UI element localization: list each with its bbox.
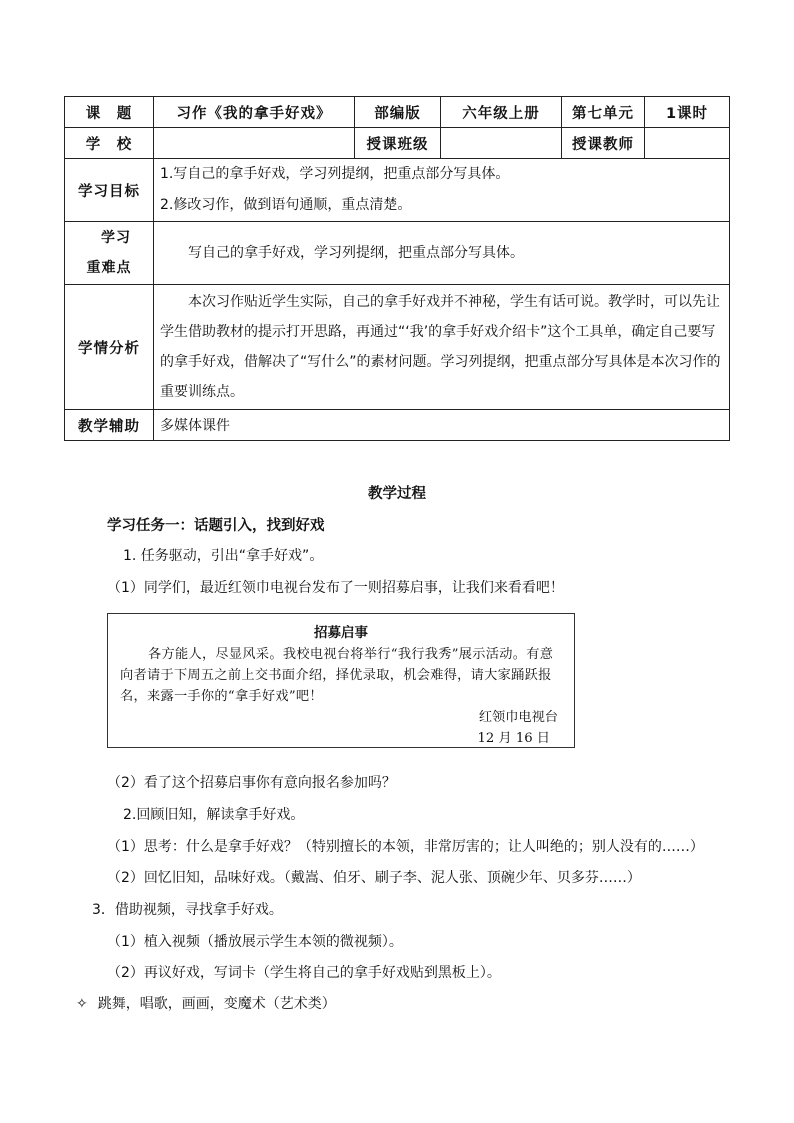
grade-cell: 六年级上册 (441, 97, 562, 128)
recruitment-notice-box (107, 613, 575, 748)
lesson-info-table (64, 96, 730, 441)
analysis-text: 本次习作贴近学生实际，自己的拿手好戏并不神秘，学生有话可说。教学时，可以先让学生借助教材的提示打开思路，再通过“‘我’的拿手好戏介绍卡”这个工具单，确定自己要写的拿手好戏，借解决了“写什么”的素材问题。学习列提纲，把重点部分写具体是本次习作的重要训练点。 (160, 294, 721, 400)
goal-item: 1.写自己的拿手好戏，学习列提纲，把重点部分写具体。 (160, 166, 510, 182)
bullet-item (76, 993, 336, 1013)
key-points-text: 写自己的拿手好戏，学习列提纲，把重点部分写具体。 (188, 245, 524, 261)
key-points-content (154, 222, 730, 285)
topic-label: 课 题 (65, 97, 154, 128)
step-text: 3．借助视频，寻找拿手好戏。 (92, 902, 283, 918)
bullet-text: 跳舞，唱歌，画画，变魔术（艺术类） (97, 996, 336, 1012)
step-text: （2）看了这个招募启事你有意向报名参加吗？ (107, 775, 396, 791)
notice-title: 招募启事 (314, 625, 368, 641)
step-text: 2.回顾旧知，解读拿手好戏。 (123, 807, 305, 823)
key-points-label (65, 222, 154, 285)
step-text: （2）回忆旧知，品味好戏。（戴嵩、伯牙、刷子李、泥人张、顶碗少年、贝多芬……） (107, 870, 641, 886)
school-value (154, 128, 355, 159)
aids-label: 教学辅助 (65, 410, 154, 441)
analysis-content (154, 285, 730, 410)
section-title: 教学过程 (368, 486, 426, 502)
task-heading: 学习任务一：话题引入，找到好戏 (107, 518, 325, 534)
goals-label: 学习目标 (65, 159, 154, 222)
unit-cell: 第七单元 (562, 97, 645, 128)
key-label-line2: 重难点 (86, 260, 132, 276)
school-label: 学 校 (65, 128, 154, 159)
teacher-label: 授课教师 (562, 128, 645, 159)
notice-signature: 红领巾电视台 (478, 710, 558, 725)
table-row (65, 285, 730, 410)
goals-content (154, 159, 730, 222)
class-label: 授课班级 (355, 128, 441, 159)
diamond-bullet-icon: ✧ (76, 996, 88, 1012)
notice-body: 各方能人，尽显风采。我校电视台将举行“我行我秀”展示活动。有意向者请于下周五之前上交书面介绍，择优录取，机会难得，请大家踊跃报名，来露一手你的“拿手好戏”吧！ (120, 647, 554, 704)
edition-cell: 部编版 (355, 97, 441, 128)
aids-value: 多媒体课件 (154, 410, 730, 441)
table-row (65, 97, 730, 128)
goal-item: 2.修改习作，做到语句通顺，重点清楚。 (160, 197, 412, 213)
table-row (65, 128, 730, 159)
step-text: （1）同学们，最近红领巾电视台发布了一则招募启事，让我们来看看吧！ (107, 580, 564, 596)
hours-cell: 1课时 (645, 97, 730, 128)
step-text: （2）再议好戏，写词卡（学生将自己的拿手好戏贴到黑板上）。 (107, 965, 501, 981)
analysis-label: 学情分析 (65, 285, 154, 410)
lesson-title: 习作《我的拿手好戏》 (154, 97, 355, 128)
table-row (65, 410, 730, 441)
class-value (441, 128, 562, 159)
notice-date: 12 月 16 日 (477, 731, 550, 746)
step-text: （1）植入视频（播放展示学生本领的微视频）。 (107, 934, 403, 950)
table-row (65, 159, 730, 222)
step-text: 1. 任务驱动，引出“拿手好戏”。 (123, 548, 324, 564)
key-label-line1: 学习 (101, 230, 131, 246)
table-row (65, 222, 730, 285)
step-text: （1）思考：什么是拿手好戏？（特别擅长的本领，非常厉害的；让人叫绝的；别人没有的……） (107, 839, 704, 855)
teacher-value (645, 128, 730, 159)
